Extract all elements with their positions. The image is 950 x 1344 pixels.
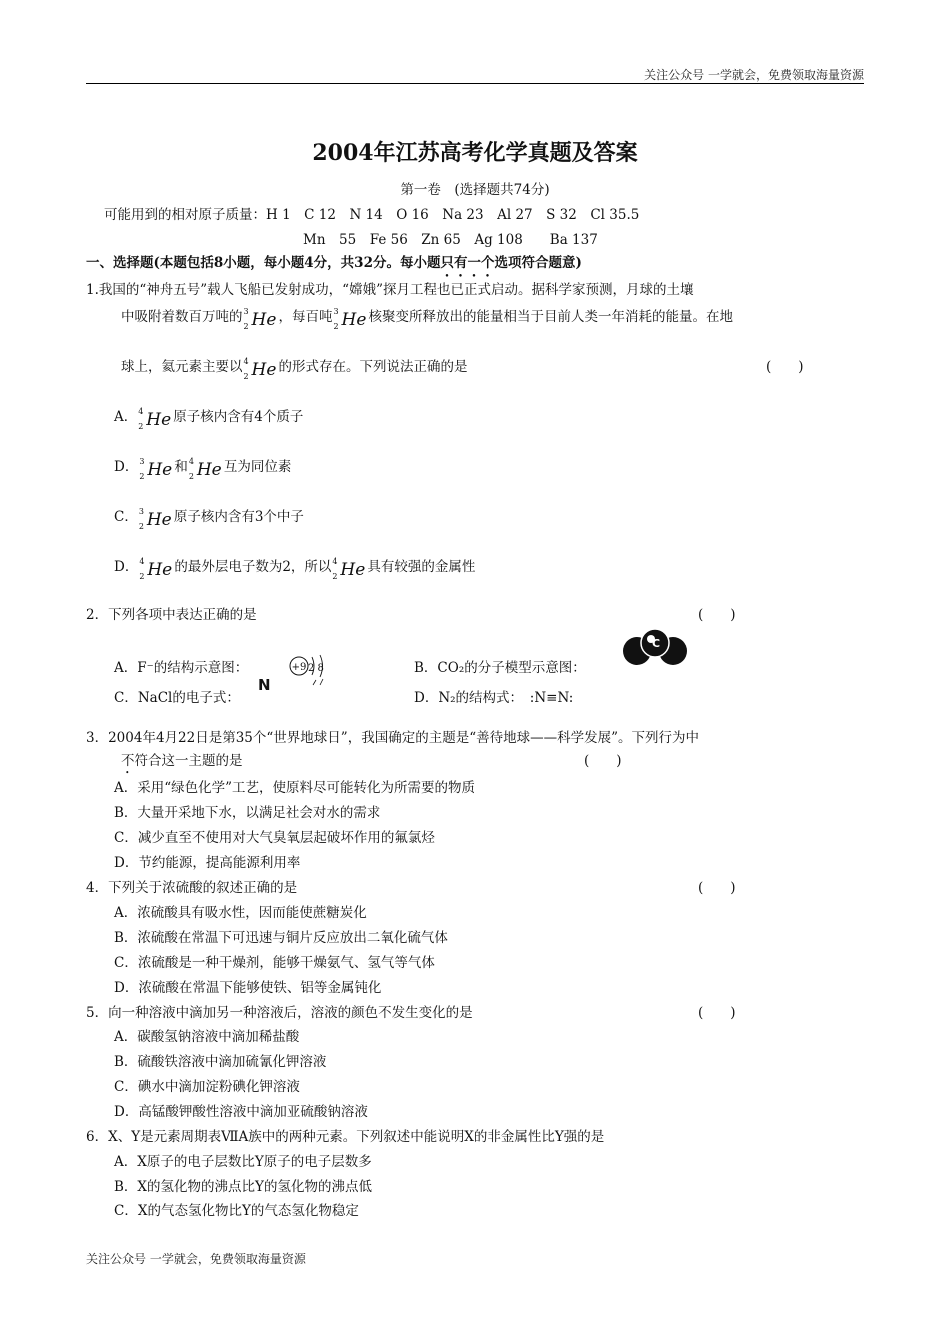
atomic-masses-line2: Mn 55 Fe 56 Zn 65 Ag 108 Ba 137: [303, 232, 598, 248]
q1-option-d-label: D．: [114, 559, 139, 575]
q2-stem: 2．下列各项中表达正确的是: [86, 607, 257, 623]
header-note: 关注公众号 一学就会，免费领取海量资源: [644, 68, 864, 82]
q3-stem-line2-text: 符合这一主题的是: [134, 753, 243, 769]
atomic-masses-line1: 可能用到的相对原子质量：H 1 C 12 N 14 O 16 Na 23 Al 27 S 32 Cl 35.5: [104, 207, 640, 223]
q4-answer-paren: ( ): [698, 880, 736, 896]
he4-isotope: 4 2 He: [188, 457, 222, 481]
q1-stem-line3-b: 的形式存在。下列说法正确的是: [278, 359, 468, 375]
q1-answer-paren: ( ): [766, 359, 804, 375]
q1-stem-line3-a: 球上，氦元素主要以: [121, 359, 243, 375]
q1-option-b-mid: 和: [174, 459, 188, 475]
section-heading-b: 选项符合题意): [494, 255, 582, 271]
q5-option-c: C．碘水中滴加淀粉碘化钾溶液: [114, 1079, 300, 1095]
volume-subtitle: 第一卷 (选择题共74分): [400, 182, 550, 198]
nacl-electron-formula-glyph: N: [258, 676, 271, 694]
q4-option-d: D．浓硫酸在常温下能够使铁、铝等金属钝化: [114, 980, 382, 996]
q1-stem-line2-a: 中吸附着数百万吨的: [121, 309, 243, 325]
q6-option-c: C．X的气态氢化物比Y的气态氢化物稳定: [114, 1203, 359, 1219]
q3-answer-paren: ( ): [584, 753, 622, 769]
q1-stem-line2: [121, 305, 733, 331]
he3-isotope: 3 2 He: [333, 307, 367, 331]
q4-option-a: A．浓硫酸具有吸水性，因而能使蔗糖炭化: [114, 905, 367, 921]
section-heading: [86, 251, 582, 280]
he4-isotope: 4 2 He: [138, 407, 172, 431]
q3-option-c: C．减少直至不使用对大气臭氧层起破坏作用的氟氯烃: [114, 830, 435, 846]
q1-option-c: [114, 505, 304, 531]
q1-option-c-label: C．: [114, 509, 138, 525]
carbon-atom-label: C: [651, 637, 661, 650]
q2-option-d: D．N₂的结构式： :N≡N:: [414, 690, 574, 706]
q1-option-a-text: 原子核内含有4个质子: [173, 409, 304, 425]
q1-option-b-label: D．: [114, 459, 139, 475]
q1-stem-line2-b: ，每百吨: [278, 309, 333, 325]
q1-option-a-label: A．: [114, 409, 138, 425]
q6-stem: 6．X、Y是元素周期表ⅦA族中的两种元素。下列叙述中能说明X的非金属性比Y强的是: [86, 1129, 605, 1145]
q5-option-d: D．高锰酸钾酸性溶液中滴加亚硫酸钠溶液: [114, 1104, 368, 1120]
section-heading-a: 一、选择题(本题包括8小题，每小题4分，共32分。每小题: [86, 255, 441, 271]
he3-isotope: 3 2 He: [138, 507, 172, 531]
q1-stem-line2-c: 核聚变所释放出的能量相当于目前人类一年消耗的能量。在地: [368, 309, 733, 325]
q6-option-b: B．X的氢化物的沸点比Y的氢化物的沸点低: [114, 1179, 372, 1195]
q3-option-d: D．节约能源，提高能源利用率: [114, 855, 301, 871]
q1-option-a: [114, 405, 303, 431]
q1-option-b: [114, 455, 291, 481]
q5-option-a: A．碳酸氢钠溶液中滴加稀盐酸: [114, 1029, 300, 1045]
q6-option-a: A．X原子的电子层数比Y原子的电子层数多: [114, 1154, 372, 1170]
q1-option-c-text: 原子核内含有3个中子: [173, 509, 304, 525]
q4-stem: 4．下列关于浓硫酸的叙述正确的是: [86, 880, 298, 896]
q5-stem: 5．向一种溶液中滴加另一种溶液后，溶液的颜色不发生变化的是: [86, 1005, 473, 1021]
he4-isotope: 4 2 He: [332, 557, 366, 581]
q3-stem-emph: 不: [121, 753, 135, 769]
q2-option-a: A．F⁻的结构示意图：: [114, 660, 249, 676]
he4-isotope: 4 2 He: [139, 557, 173, 581]
shell-ticks: [313, 679, 323, 685]
header-rule: [86, 83, 864, 84]
q2-option-b: B．CO₂的分子模型示意图：: [414, 660, 586, 676]
page-title: 2004年江苏高考化学真题及答案: [312, 140, 638, 166]
he4-isotope: 4 2 He: [243, 357, 277, 381]
shell-electron-counts: 2 8: [308, 663, 324, 674]
q1-option-d-text-a: 的最外层电子数为2，所以: [174, 559, 332, 575]
fluoride-structure-diagram: [286, 652, 338, 688]
q1-option-d: [114, 555, 475, 581]
q2-answer-paren: ( ): [698, 607, 736, 623]
he3-isotope: 3 2 He: [243, 307, 277, 331]
q1-option-b-text: 互为同位素: [223, 459, 292, 475]
he3-isotope: 3 2 He: [139, 457, 173, 481]
q3-option-b: B．大量开采地下水，以满足社会对水的需求: [114, 805, 381, 821]
q2-option-c: C．NaCl的电子式：: [114, 690, 240, 706]
q5-answer-paren: ( ): [698, 1005, 736, 1021]
q3-option-a: A．采用“绿色化学”工艺，使原料尽可能转化为所需要的物质: [114, 780, 476, 796]
section-heading-emph: 只有一个: [440, 255, 495, 271]
q1-option-d-text-b: 具有较强的金属性: [367, 559, 476, 575]
footer-note: 关注公众号 一学就会，免费领取海量资源: [86, 1252, 306, 1266]
q1-stem-line1: 1.我国的“神舟五号”载人飞船已发射成功，“嫦娥”探月工程也已正式启动。据科学家预测，月球的土壤: [86, 282, 694, 298]
nucleus-charge: +9: [291, 662, 307, 673]
q3-stem-line2: [121, 749, 243, 777]
q4-option-b: B．浓硫酸在常温下可迅速与铜片反应放出二氧化硫气体: [114, 930, 448, 946]
co2-molecule-model: [622, 626, 688, 670]
q3-stem-line1: 3．2004年4月22日是第35个“世界地球日”，我国确定的主题是“善待地球——科学发展”。下列行为中: [86, 730, 699, 746]
q5-option-b: B．硫酸铁溶液中滴加硫氰化钾溶液: [114, 1054, 327, 1070]
q4-option-c: C．浓硫酸是一种干燥剂，能够干燥氨气、氢气等气体: [114, 955, 435, 971]
q1-stem-line3: [121, 355, 468, 381]
